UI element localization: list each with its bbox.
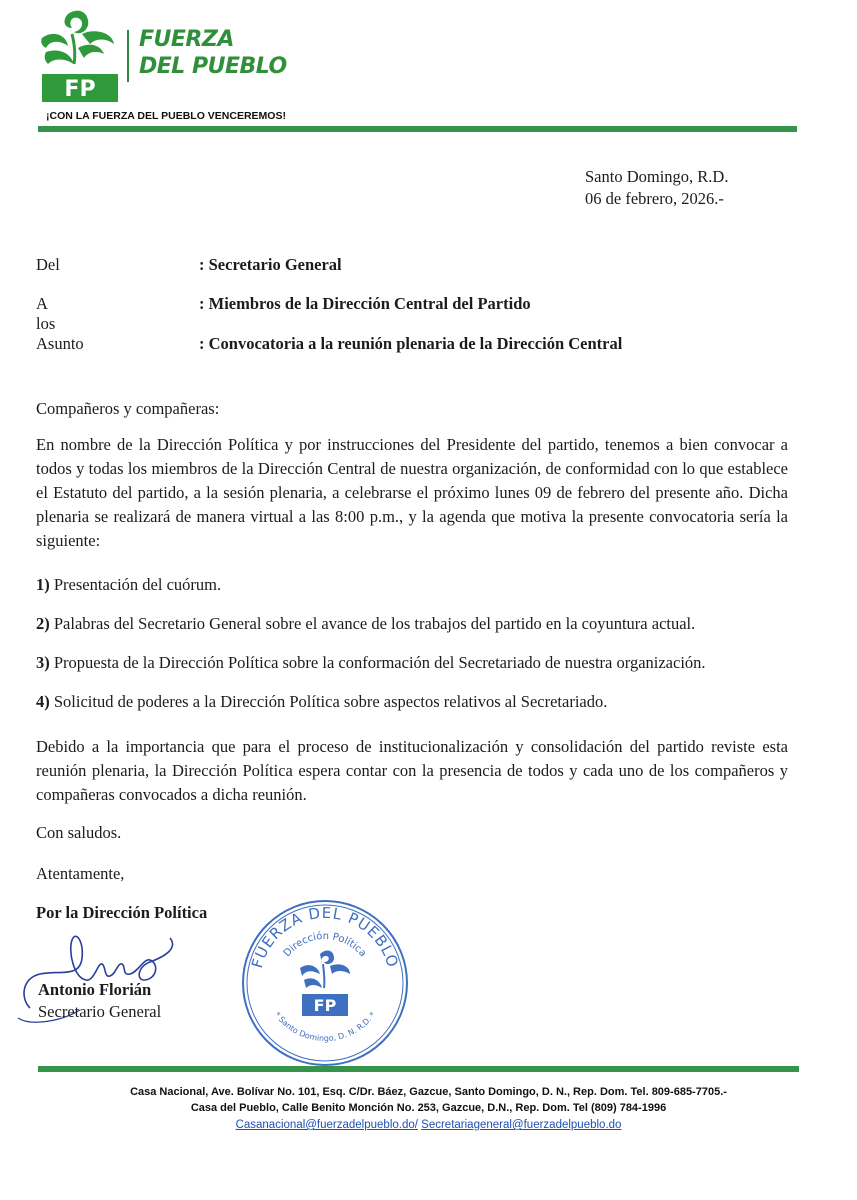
seal-inner-text: Dirección Política	[281, 930, 369, 960]
footer-address-1: Casa Nacional, Ave. Bolívar No. 101, Esq. C/Dr. Báez, Gazcue, Santo Domingo, D. N., Rep. Dom. Tel. 809-685-7705.-	[130, 1086, 727, 1098]
agenda-num: 2)	[36, 614, 50, 633]
footer-emails	[0, 1119, 857, 1131]
brand-divider	[127, 30, 129, 82]
brand-line-1: FUERZA	[139, 27, 234, 52]
agenda-item	[36, 653, 706, 673]
memo-value: : Miembros de la Dirección Central del Partido	[199, 294, 531, 313]
agenda-num: 3)	[36, 653, 50, 672]
logo-fp-text: FP	[64, 77, 96, 102]
agenda-item	[36, 575, 221, 595]
signer-role: Secretario General	[38, 1002, 162, 1021]
email-link-casa-nacional[interactable]: Casanacional@fuerzadelpueblo.do/	[235, 1119, 418, 1131]
footer-address-2: Casa del Pueblo, Calle Benito Monción No. 253, Gazcue, D.N., Rep. Dom. Tel (809) 784-1996	[190, 1102, 667, 1114]
date-text: 06 de febrero, 2026.-	[585, 189, 724, 208]
agenda-item	[36, 614, 695, 634]
signer-name: Antonio Florián	[38, 980, 152, 999]
seal-top-text: FUERZA DEL PUEBLO	[247, 903, 403, 971]
paragraph-convocation: En nombre de la Dirección Política y por instrucciones del Presidente del partido, tenemos a bien convocar a todos y todas los miembros de la Dirección Central de nuestra organización, de conformidad con lo que establece el Estatuto del partido, a la sesión plenaria, a celebrarse el próximo lunes 09 de febrero del presente año. Dicha plenaria se realizará de manera virtual a las 8:00 p.m., y la agenda que motiva la presente convocatoria sería la siguiente:	[36, 435, 788, 550]
slogan: ¡CON LA FUERZA DEL PUEBLO VENCEREMOS!	[46, 110, 286, 122]
agenda-num: 4)	[36, 692, 50, 711]
date-place: Santo Domingo, R.D.	[585, 167, 729, 186]
signature-for: Por la Dirección Política	[36, 903, 208, 922]
party-logo	[38, 8, 122, 104]
header-rule	[38, 126, 797, 132]
paragraph-closing: Debido a la importancia que para el proceso de institucionalización y consolidación del partido reviste esta reunión plenaria, la Dirección Política espera contar con la presencia de todos y cada uno de los compañeros y compañeras convocados a dicha reunión.	[36, 737, 788, 804]
memo-value: : Convocatoria a la reunión plenaria de la Dirección Central	[199, 334, 623, 353]
brand-name	[139, 26, 287, 80]
official-seal	[240, 898, 410, 1068]
agenda-item	[36, 692, 607, 712]
memo-label: A los	[36, 294, 56, 333]
agenda-text: Solicitud de poderes a la Dirección Política sobre aspectos relativos al Secretariado.	[53, 692, 608, 711]
email-link-secretaria[interactable]: Secretariageneral@fuerzadelpueblo.do	[421, 1119, 622, 1131]
agenda-text: Presentación del cuórum.	[53, 575, 222, 594]
closing-greeting: Con saludos.	[36, 823, 122, 842]
agenda-text: Propuesta de la Dirección Política sobre la conformación del Secretariado de nuestra organización.	[53, 653, 706, 672]
agenda-text: Palabras del Secretario General sobre el avance de los trabajos del partido en la coyuntura actual.	[53, 614, 696, 633]
greeting: Compañeros y compañeras:	[36, 399, 220, 418]
brand-line-2: DEL PUEBLO	[139, 54, 287, 79]
agenda-num: 1)	[36, 575, 50, 594]
memo-label: Del	[36, 255, 60, 274]
seal-bottom-text: * Santo Domingo, D. N. R.D. *	[272, 1010, 378, 1043]
date-block	[585, 166, 728, 210]
memo-label: Asunto	[36, 334, 84, 353]
seal-fp-text: FP	[313, 996, 337, 1015]
memo-value: : Secretario General	[199, 255, 342, 274]
closing-regards: Atentamente,	[36, 864, 125, 883]
footer-rule	[38, 1066, 799, 1072]
